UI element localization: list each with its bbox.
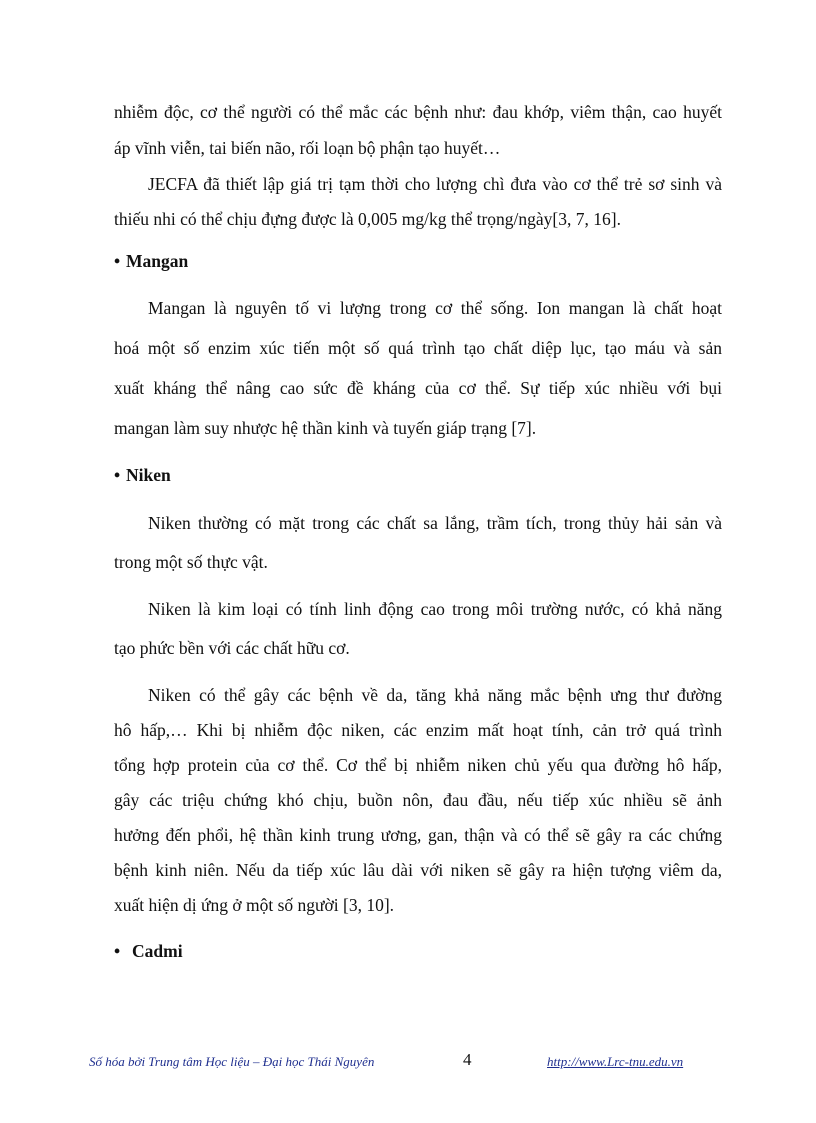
section-heading-text: Mangan [126, 251, 189, 271]
niken-paragraph-line: xuất hiện dị ứng ở một số người [3, 10]. [114, 895, 395, 915]
section-heading-text: Cadmi [132, 941, 183, 961]
section-heading-text: Niken [126, 465, 171, 485]
niken-paragraph-line: bệnh kinh niên. Nếu da tiếp xúc lâu dài với niken sẽ gây ra hiện tượng viêm da, [114, 860, 722, 880]
bullet-icon: • [114, 251, 121, 271]
niken-paragraph-line: gây các triệu chứng khó chịu, buồn nôn, đau đầu, nếu tiếp xúc nhiều sẽ ảnh [114, 790, 722, 810]
niken-paragraph-line: tổng hợp protein của cơ thể. Cơ thể bị nhiễm niken chủ yếu qua đường hô hấp, [114, 755, 722, 775]
mangan-paragraph-line: mangan làm suy nhược hệ thần kinh và tuyến giáp trạng [7]. [114, 418, 537, 438]
niken-paragraph-line: hô hấp,… Khi bị nhiễm độc niken, các enzim mất hoạt tính, cản trở quá trình [114, 720, 722, 740]
bullet-icon: • [114, 465, 121, 485]
bullet-icon: • [114, 941, 121, 961]
lead-paragraph-line: áp vĩnh viễn, tai biến não, rối loạn bộ phận tạo huyết… [114, 138, 501, 158]
niken-paragraph-line: Niken là kim loại có tính linh động cao trong môi trường nước, có khả năng [148, 599, 722, 619]
jecfa-paragraph-line: thiếu nhi có thể chịu đựng được là 0,005 mg/kg thể trọng/ngày[3, 7, 16]. [114, 209, 621, 229]
mangan-paragraph-line: xuất kháng thể nâng cao sức đề kháng của cơ thể. Sự tiếp xúc nhiều với bụi [114, 378, 722, 398]
lead-paragraph-line: nhiễm độc, cơ thể người có thể mắc các bệnh như: đau khớp, viêm thận, cao huyết [114, 102, 722, 122]
section-heading-niken [114, 463, 171, 487]
niken-paragraph-line: tạo phức bền với các chất hữu cơ. [114, 638, 350, 658]
mangan-paragraph-line: Mangan là nguyên tố vi lượng trong cơ thể sống. Ion mangan là chất hoạt [148, 298, 722, 318]
niken-paragraph-line: Niken có thể gây các bệnh về da, tăng khả năng mắc bệnh ưng thư đường [148, 685, 722, 705]
niken-paragraph-line: hưởng đến phổi, hệ thần kinh trung ương, gan, thận và có thể sẽ gây ra các chứng [114, 825, 722, 845]
section-heading-cadmi [114, 939, 183, 963]
jecfa-paragraph-line: JECFA đã thiết lập giá trị tạm thời cho lượng chì đưa vào cơ thể trẻ sơ sinh và [148, 174, 722, 194]
footer-source-text: Số hóa bởi Trung tâm Học liệu – Đại học Thái Nguyên [89, 1054, 375, 1069]
mangan-paragraph-line: hoá một số enzim xúc tiến một số quá trình tạo chất diệp lục, tạo máu và sản [114, 338, 722, 358]
niken-paragraph-line: trong một số thực vật. [114, 552, 268, 572]
niken-paragraph-line: Niken thường có mặt trong các chất sa lắng, trầm tích, trong thủy hải sản và [148, 513, 722, 533]
footer-website-link[interactable]: http://www.Lrc-tnu.edu.vn [547, 1054, 684, 1069]
section-heading-mangan [114, 249, 188, 273]
page-number: 4 [463, 1050, 472, 1069]
